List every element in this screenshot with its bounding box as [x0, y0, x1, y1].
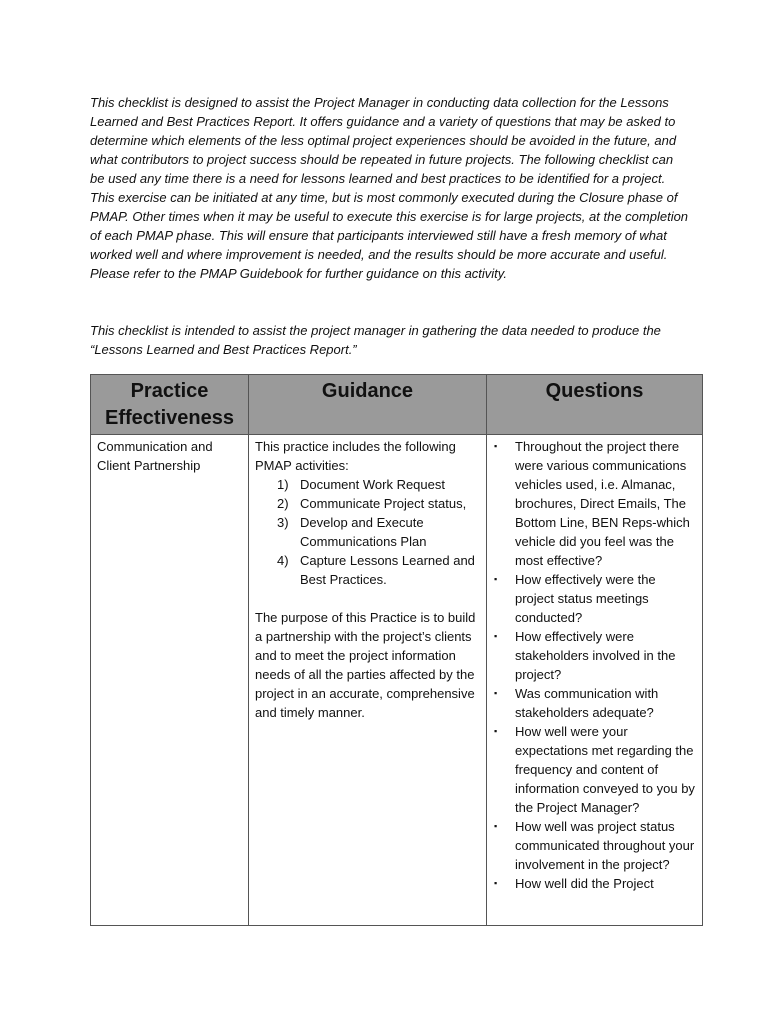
square-bullet-icon: ▪: [494, 726, 498, 736]
square-bullet-icon: ▪: [494, 878, 498, 888]
activity-text: Communicate Project status,: [300, 496, 467, 511]
activity-text: Capture Lessons Learned and Best Practices.: [300, 553, 475, 587]
activity-item: [255, 475, 480, 494]
table-row: [91, 435, 703, 926]
list-item: [493, 874, 696, 893]
activity-item: [255, 513, 480, 551]
square-bullet-icon: ▪: [494, 821, 498, 831]
activity-number: 4): [277, 553, 289, 568]
question-list: [493, 437, 696, 893]
list-item: [493, 627, 696, 684]
activity-item: [255, 494, 480, 513]
activity-number: 2): [277, 496, 289, 511]
question-text: How well did the Project: [515, 876, 654, 891]
question-text: How well were your expectations met regarding the frequency and content of information conveyed to you by the Project Manager?: [515, 724, 695, 815]
intro-paragraph: This checklist is designed to assist the Project Manager in conducting data collection for the Lessons Learned and Best Practices Report. It offers guidance and a variety of questions that may be asked to determine which elements of the less optimal project experiences should be avoided in the future, and what contributors to project success should be repeated in future projects. The following checklist can be used any time there is a need for lessons learned and best practices to be identified for a project. This exercise can be initiated at any time, but is most commonly executed during the Closure phase of PMAP. Other times when it may be useful to execute this exercise is for large projects, at the completion of each PMAP phase. This will ensure that participants interviewed still have a fresh memory of what worked well and where improvement is needed, and the results should be more accurate and useful. Please refer to the PMAP Guidebook for further guidance on this activity.: [90, 95, 689, 281]
activity-number: 1): [277, 477, 289, 492]
square-bullet-icon: ▪: [494, 631, 498, 641]
practice-cell: Communication and Client Partnership: [91, 435, 249, 926]
guidance-purpose: The purpose of this Practice is to build a partnership with the project’s clients and to meet the project information needs of all the parties affected by the project in an accurate, comprehensive and timely manner.: [255, 610, 476, 720]
question-text: How effectively were the project status meetings conducted?: [515, 572, 656, 625]
guidance-cell: [249, 435, 487, 926]
list-item: [493, 817, 696, 874]
list-item: [493, 570, 696, 627]
guidance-intro: This practice includes the following PMAP activities:: [255, 439, 456, 473]
question-text: How effectively were stakeholders involved in the project?: [515, 629, 676, 682]
questions-cell: [487, 435, 703, 926]
question-text: Was communication with stakeholders adequate?: [515, 686, 659, 720]
square-bullet-icon: ▪: [494, 688, 498, 698]
activity-list: [255, 475, 480, 589]
question-text: How well was project status communicated throughout your involvement in the project?: [515, 819, 695, 872]
list-item: [493, 684, 696, 722]
header-questions: Questions: [487, 375, 703, 435]
list-item: [493, 437, 696, 570]
header-practice-effectiveness: Practice Effectiveness: [91, 375, 249, 435]
question-text: Throughout the project there were various communications vehicles used, i.e. Almanac, brochures, Direct Emails, The Bottom Line, BEN Reps-which vehicle did you feel was the most effective?: [515, 439, 690, 568]
activity-number: 3): [277, 515, 289, 530]
square-bullet-icon: ▪: [494, 441, 498, 451]
checklist-table: [90, 374, 703, 926]
header-guidance: Guidance: [249, 375, 487, 435]
table-header-row: [91, 375, 703, 435]
activity-item: [255, 551, 480, 589]
square-bullet-icon: ▪: [494, 574, 498, 584]
list-item: [493, 722, 696, 817]
intro-purpose-paragraph: This checklist is intended to assist the project manager in gathering the data needed to produce the “Lessons Learned and Best Practices Report.”: [90, 323, 661, 357]
activity-text: Document Work Request: [300, 477, 445, 492]
activity-text: Develop and Execute Communications Plan: [300, 515, 427, 549]
